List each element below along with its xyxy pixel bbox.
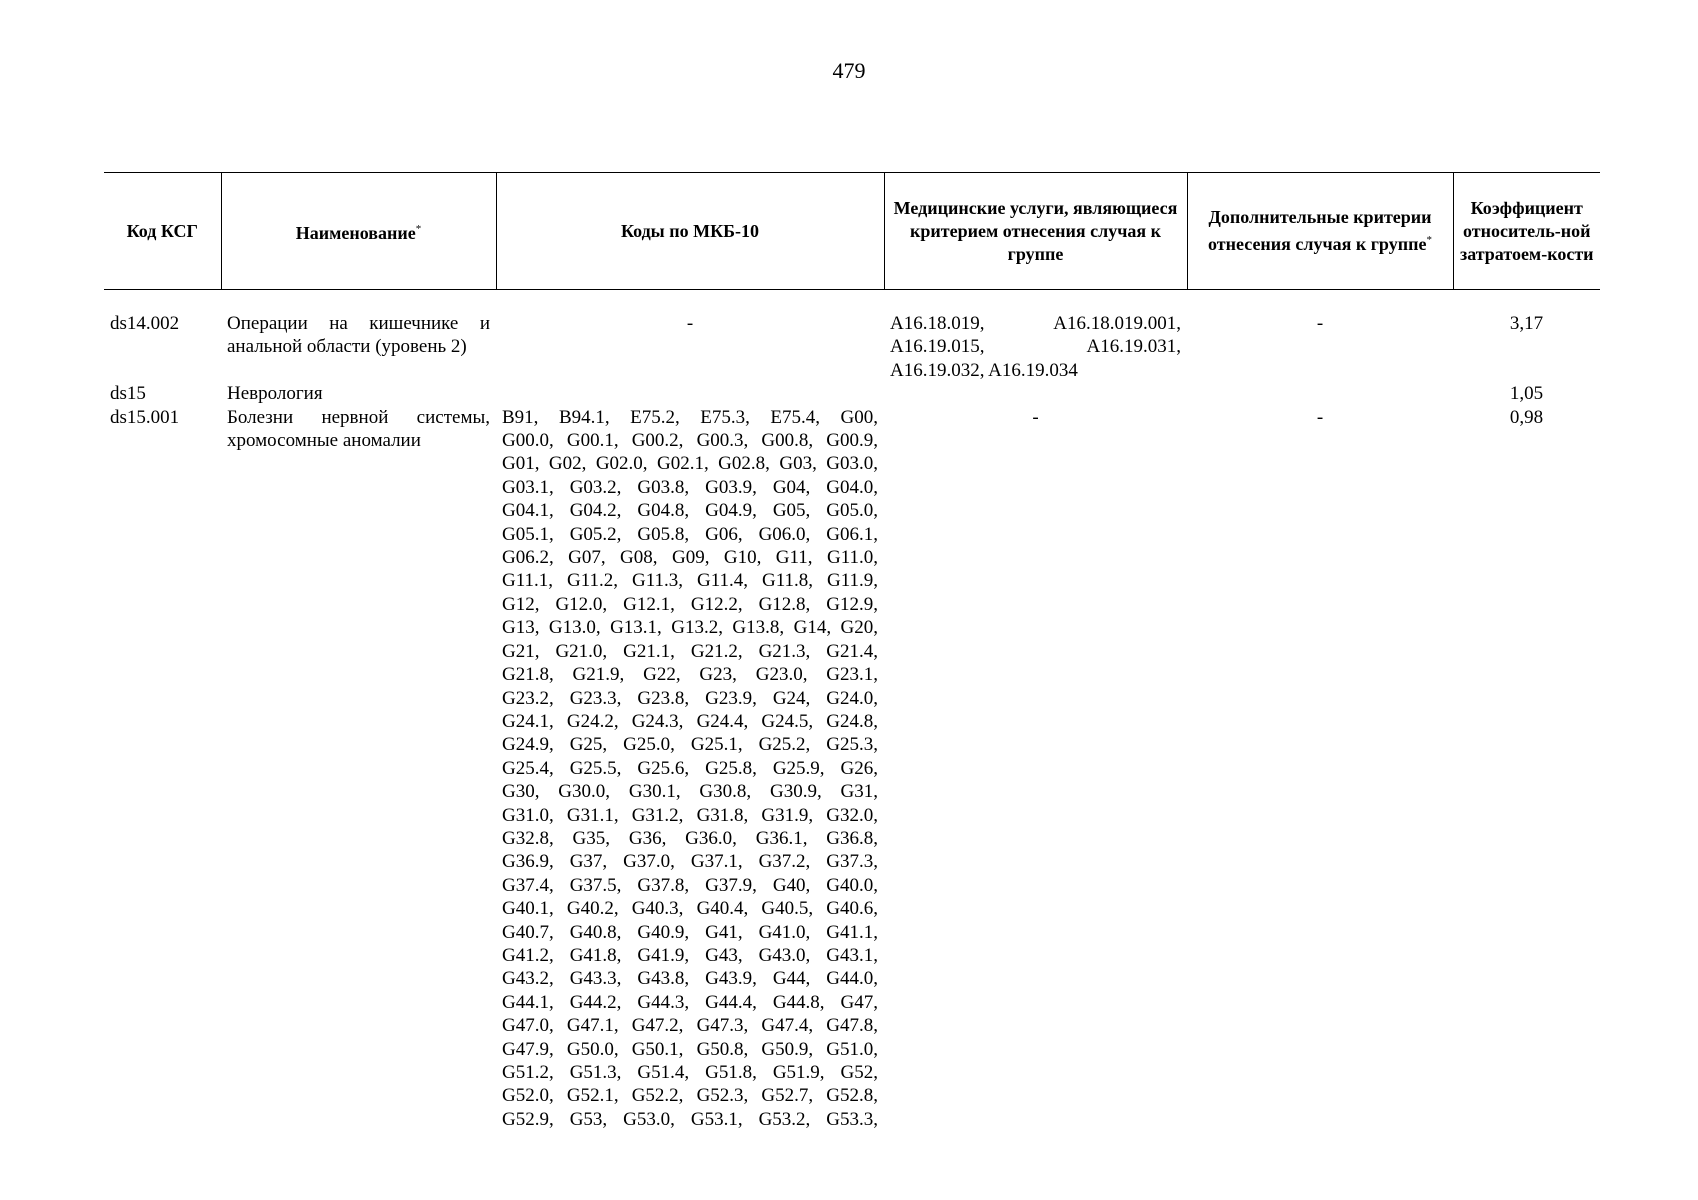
mkb-code-line: G05.1, G05.2, G05.8, G06, G06.0, G06.1, [502, 523, 878, 545]
row-name: Болезни нервной системы, хромосомные аномалии [227, 406, 490, 452]
row-extra: - [1316, 406, 1324, 428]
mkb-code-line: G31.0, G31.1, G31.2, G31.8, G31.9, G32.0, [502, 804, 878, 826]
mkb-code-line: G25.4, G25.5, G25.6, G25.8, G25.9, G26, [502, 757, 878, 779]
row-name: Операции на кишечнике и анальной области (уровень 2) [227, 313, 490, 358]
mkb-code-line: G13, G13.0, G13.1, G13.2, G13.8, G14, G20, [502, 617, 878, 639]
mkb-code-line: B91, B94.1, E75.2, E75.3, E75.4, G00, [502, 406, 878, 428]
mkb-code-line: G21, G21.0, G21.1, G21.2, G21.3, G21.4, [502, 640, 878, 662]
mkb-code-line: G24.1, G24.2, G24.3, G24.4, G24.5, G24.8, [502, 710, 878, 732]
row-extra: - [1316, 313, 1324, 334]
mkb-code-line: G47.0, G47.1, G47.2, G47.3, G47.4, G47.8, [502, 1015, 878, 1037]
mkb-code-line: G37.4, G37.5, G37.8, G37.9, G40, G40.0, [502, 874, 878, 896]
mkb-code-line: G03.1, G03.2, G03.8, G03.9, G04, G04.0, [502, 476, 878, 498]
header-mkb: Коды по МКБ-10 [496, 173, 884, 290]
header-code: Код КСГ [104, 173, 221, 290]
row-services: - [1032, 406, 1039, 428]
mkb-code-line: G40.1, G40.2, G40.3, G40.4, G40.5, G40.6, [502, 898, 878, 920]
mkb-code-line: G24.9, G25, G25.0, G25.1, G25.2, G25.3, [502, 734, 878, 756]
header-name: Наименование* [221, 173, 496, 290]
row-code: ds14.002 [110, 313, 180, 334]
ksg-table [104, 172, 1600, 1131]
mkb-code-line: G06.2, G07, G08, G09, G10, G11, G11.0, [502, 547, 878, 569]
header-extra: Дополнительные критерии отнесения случая к группе* [1187, 173, 1453, 290]
mkb-code-line: G44.1, G44.2, G44.3, G44.4, G44.8, G47, [502, 991, 878, 1013]
mkb-code-line: G32.8, G35, G36, G36.0, G36.1, G36.8, [502, 827, 878, 849]
page-number: 479 [832, 58, 866, 83]
service-line: A16.19.015, A16.19.031, [890, 336, 1181, 358]
header-extra-footnote-mark: * [1426, 234, 1432, 246]
row-code: ds15 [110, 383, 146, 405]
row-name: Неврология [227, 383, 323, 405]
row-coef: 1,05 [1509, 383, 1544, 405]
mkb-code-line: G41.2, G41.8, G41.9, G43, G43.0, G43.1, [502, 944, 878, 966]
table-row [104, 406, 1600, 1132]
service-line: A16.18.019, A16.18.019.001, [890, 313, 1181, 334]
mkb-code-line: G43.2, G43.3, G43.8, G43.9, G44, G44.0, [502, 968, 878, 990]
table-row [104, 382, 1600, 405]
header-services: Медицинские услуги, являющиеся критерием отнесения случая к группе [884, 173, 1187, 290]
mkb-code-line: G52.9, G53, G53.0, G53.1, G53.2, G53.3, [502, 1108, 878, 1130]
mkb-code-line: G40.7, G40.8, G40.9, G41, G41.0, G41.1, [502, 921, 878, 943]
mkb-code-line: G51.2, G51.3, G51.4, G51.8, G51.9, G52, [502, 1062, 878, 1083]
mkb-code-line: G47.9, G50.0, G50.1, G50.8, G50.9, G51.0, [502, 1038, 878, 1060]
row-code: ds15.001 [110, 406, 180, 428]
mkb-code-line: G30, G30.0, G30.1, G30.8, G30.9, G31, [502, 781, 878, 803]
service-line: A16.19.032, A16.19.034 [890, 359, 1078, 381]
row-coef: 0,98 [1509, 406, 1544, 428]
mkb-code-line: G00.0, G00.1, G00.2, G00.3, G00.8, G00.9, [502, 430, 878, 452]
mkb-code-line: G04.1, G04.2, G04.8, G04.9, G05, G05.0, [502, 500, 878, 522]
table-header [104, 173, 1600, 290]
mkb-code-line: G12, G12.0, G12.1, G12.2, G12.8, G12.9, [502, 593, 878, 615]
header-coef: Коэффициент относитель-ной затратоем-кости [1453, 173, 1600, 290]
row-mkb: - [686, 313, 694, 334]
row-coef: 3,17 [1509, 313, 1544, 334]
row-mkb [496, 406, 884, 1132]
mkb-code-line: G01, G02, G02.0, G02.1, G02.8, G03, G03.0, [502, 453, 878, 475]
mkb-code-line: G52.0, G52.1, G52.2, G52.3, G52.7, G52.8, [502, 1085, 878, 1107]
table-row [104, 312, 1600, 382]
mkb-code-line: G36.9, G37, G37.0, G37.1, G37.2, G37.3, [502, 851, 878, 873]
mkb-code-line: G23.2, G23.3, G23.8, G23.9, G24, G24.0, [502, 687, 878, 709]
header-name-footnote-mark: * [415, 222, 422, 235]
mkb-code-line: G11.1, G11.2, G11.3, G11.4, G11.8, G11.9, [502, 570, 878, 592]
row-services [884, 312, 1187, 382]
mkb-code-line: G21.8, G21.9, G22, G23, G23.0, G23.1, [502, 664, 878, 686]
